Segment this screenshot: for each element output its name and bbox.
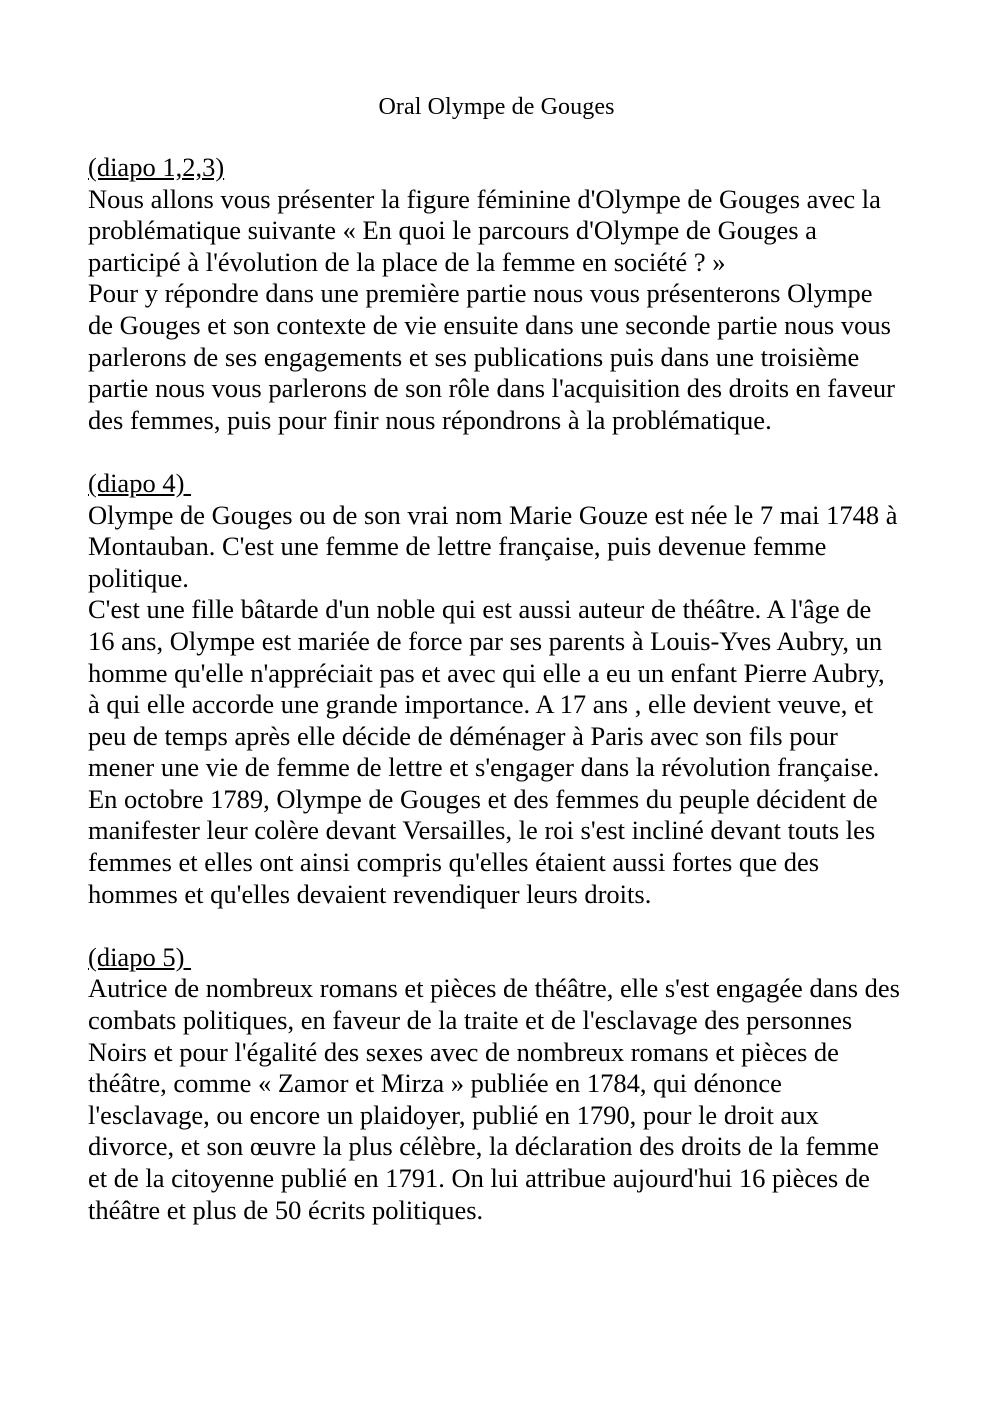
paragraph: Olympe de Gouges ou de son vrai nom Marie Gouze est née le 7 mai 1748 à Montauban. C'est une femme de lettre française, puis devenue femme politique. <box>88 499 898 593</box>
paragraph: Pour y répondre dans une première partie nous vous présenterons Olympe de Gouges et son contexte de vie ensuite dans une seconde partie nous vous parlerons de ses engagements et ses publications puis dans une troisième partie nous vous parlerons de son rôle dans l'acquisition des droits en faveur des femmes, puis pour finir nous répondrons à la problématique. <box>88 278 895 435</box>
document-body <box>88 152 903 1226</box>
section-diapo-1-2-3 <box>88 152 903 436</box>
slide-marker-heading: (diapo 4) <box>88 467 192 498</box>
slide-marker-heading: (diapo 1,2,3) <box>88 152 225 182</box>
paragraph: Nous allons vous présenter la figure féminine d'Olympe de Gouges avec la problématique suivante « En quoi le parcours d'Olympe de Gouges a participé à l'évolution de la place de la femme en société ? » <box>88 183 881 277</box>
page-title: Oral Olympe de Gouges <box>378 94 615 120</box>
slide-marker-heading: (diapo 5) <box>88 941 192 972</box>
paragraph: C'est une fille bâtarde d'un noble qui est aussi auteur de théâtre. A l'âge de 16 ans, Olympe est mariée de force par ses parents à Louis-Yves Aubry, un homme qu'elle n'appréciait pas et avec qui elle a eu un enfant Pierre Aubry, à qui elle accorde une grande importance. A 17 ans , elle devient veuve, et peu de temps après elle décide de déménager à Paris avec son fils pour mener une vie de femme de lettre et s'engager dans la révolution française. <box>88 594 885 783</box>
section-diapo-4 <box>88 468 903 910</box>
section-diapo-5 <box>88 942 903 1226</box>
paragraph: En octobre 1789, Olympe de Gouges et des femmes du peuple décident de manifester leur colère devant Versailles, le roi s'est incliné devant touts les femmes et elles ont ainsi compris qu'elles étaient aussi fortes que des hommes et qu'elles devaient revendiquer leurs droits. <box>88 783 878 909</box>
paragraph: Autrice de nombreux romans et pièces de théâtre, elle s'est engagée dans des combats politiques, en faveur de la traite et de l'esclavage des personnes Noirs et pour l'égalité des sexes avec de nombreux romans et pièces de théâtre, comme « Zamor et Mirza » publiée en 1784, qui dénonce l'esclavage, ou encore un plaidoyer, publié en 1790, pour le droit aux divorce, et son œuvre la plus célèbre, la déclaration des droits de la femme et de la citoyenne publié en 1791. On lui attribue aujourd'hui 16 pièces de théâtre et plus de 50 écrits politiques. <box>88 973 900 1225</box>
